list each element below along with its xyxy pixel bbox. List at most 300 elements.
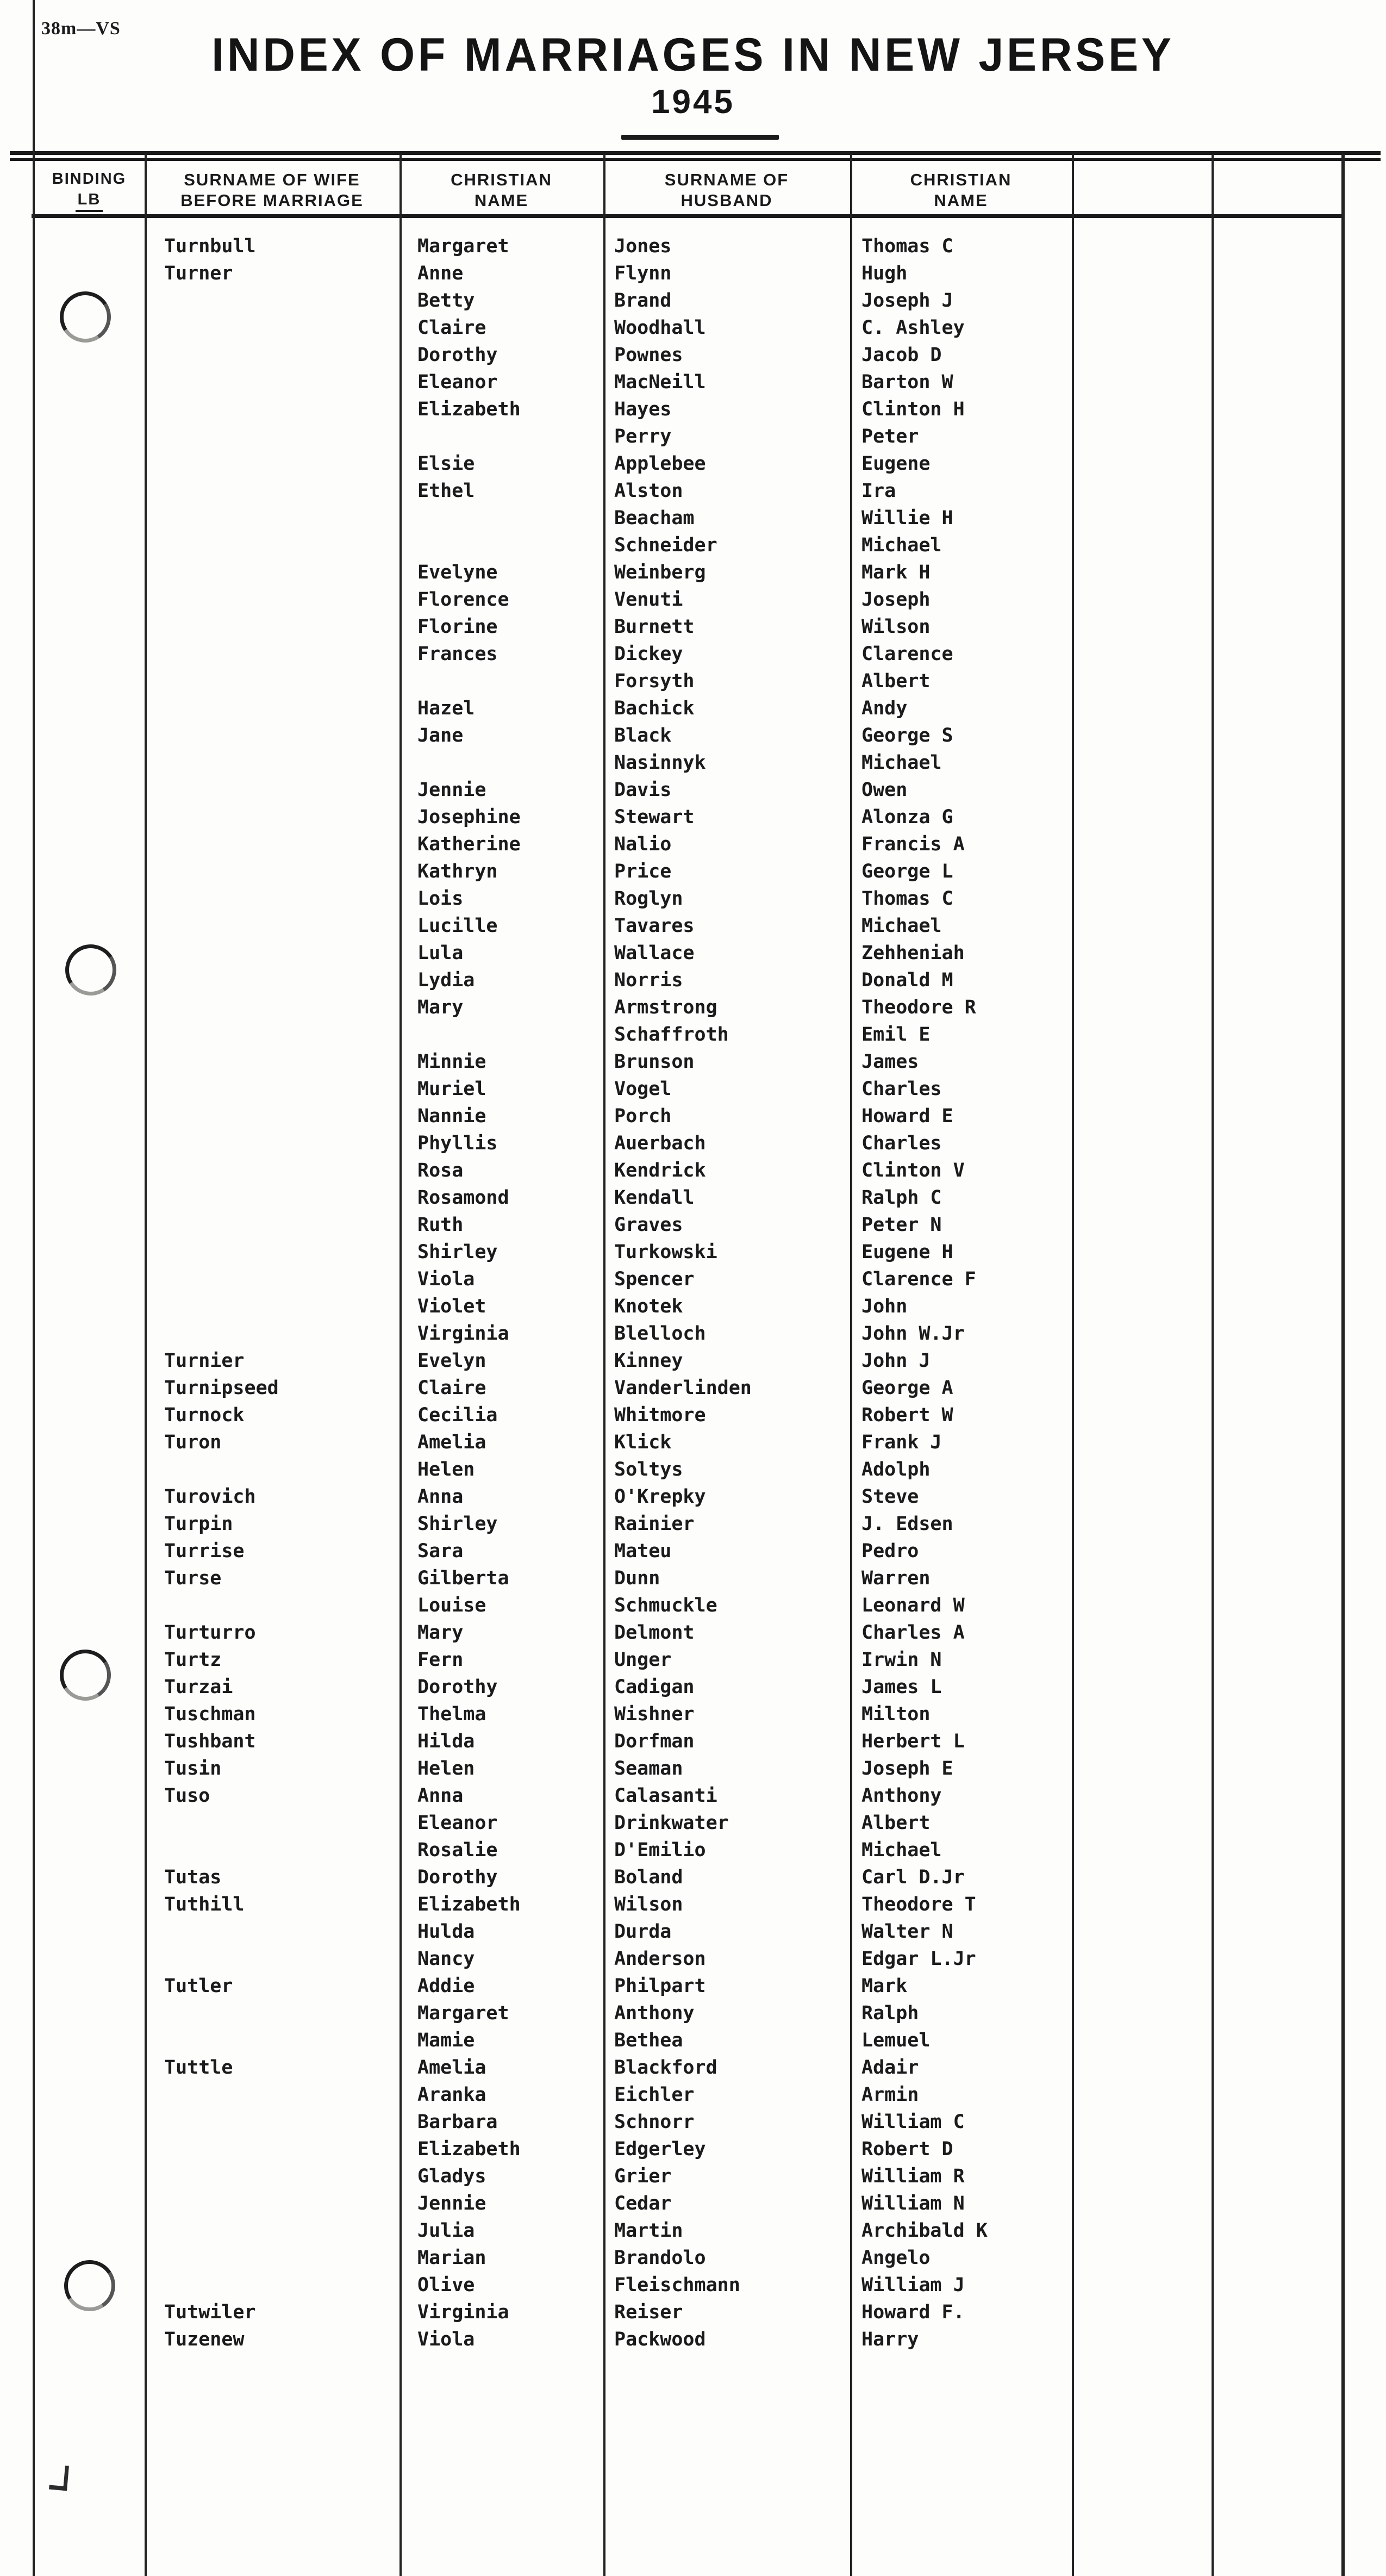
cell-husband-christian: George A (861, 1377, 953, 1399)
cell-husband-surname: Graves (614, 1214, 683, 1236)
cell-wife-surname: Turner (164, 263, 233, 284)
cell-wife-christian: Helen (417, 1459, 475, 1480)
cell-husband-surname: Knotek (614, 1296, 683, 1317)
header-wife-christian-line1: CHRISTIAN (451, 170, 552, 189)
table-row (0, 477, 1386, 505)
cell-wife-surname: Tuso (164, 1785, 210, 1807)
cell-wife-christian: Minnie (417, 1051, 486, 1073)
cell-husband-christian: Mark (861, 1975, 908, 1997)
cell-husband-christian: Howard E (861, 1105, 953, 1127)
cell-wife-christian: Betty (417, 290, 475, 312)
cell-husband-surname: Bachick (614, 698, 695, 719)
cell-husband-christian: Emil E (861, 1024, 931, 1046)
cell-wife-christian: Katherine (417, 833, 521, 855)
table-row (0, 2108, 1386, 2136)
cell-husband-surname: Kendrick (614, 1160, 706, 1181)
cell-husband-christian: Carl D.Jr (861, 1866, 965, 1888)
cell-husband-surname: Blackford (614, 2057, 717, 2079)
cell-husband-christian: Lemuel (861, 2030, 931, 2051)
cell-husband-surname: Philpart (614, 1975, 706, 1997)
cell-husband-surname: Nalio (614, 833, 672, 855)
header-wife-surname (147, 167, 397, 213)
cell-wife-christian: Nancy (417, 1948, 475, 1970)
cell-husband-christian: Michael (861, 534, 942, 556)
cell-wife-christian: Cecilia (417, 1404, 498, 1426)
table-row (0, 1103, 1386, 1130)
cell-husband-christian: Edgar L.Jr (861, 1948, 976, 1970)
table-row (0, 1021, 1386, 1048)
header-wife-christian (402, 167, 601, 213)
cell-husband-surname: MacNeill (614, 371, 706, 393)
cell-husband-christian: Francis A (861, 833, 965, 855)
table-row (0, 1755, 1386, 1782)
table-row (0, 1619, 1386, 1646)
cell-husband-surname: Fleischmann (614, 2274, 740, 2296)
cell-husband-christian: Zehheniah (861, 942, 965, 964)
table-row (0, 2244, 1386, 2272)
cell-husband-surname: Stewart (614, 806, 695, 828)
table-row (0, 1374, 1386, 1402)
cell-husband-surname: Grier (614, 2166, 672, 2187)
cell-husband-surname: Norris (614, 969, 683, 991)
cell-husband-christian: Hugh (861, 263, 908, 284)
table-row (0, 1510, 1386, 1538)
cell-wife-surname: Tuttle (164, 2057, 233, 2079)
cell-wife-christian: Aranka (417, 2084, 486, 2106)
table-row (0, 939, 1386, 967)
cell-wife-christian: Rosalie (417, 1839, 498, 1861)
cell-wife-christian: Julia (417, 2220, 475, 2242)
cell-husband-surname: Klick (614, 1432, 672, 1453)
cell-husband-surname: Seaman (614, 1758, 683, 1779)
cell-husband-surname: Perry (614, 426, 672, 447)
cell-wife-christian: Mary (417, 997, 464, 1018)
cell-wife-christian: Lois (417, 888, 464, 910)
cell-wife-christian: Helen (417, 1758, 475, 1779)
cell-husband-surname: Burnett (614, 616, 695, 638)
cell-husband-christian: Thomas C (861, 888, 953, 910)
cell-husband-surname: Schaffroth (614, 1024, 729, 1046)
table-row (0, 749, 1386, 776)
cell-husband-surname: Woodhall (614, 317, 706, 339)
cell-husband-surname: Brand (614, 290, 672, 312)
cell-husband-christian: Adair (861, 2057, 919, 2079)
cell-wife-christian: Gladys (417, 2166, 486, 2187)
table-row (0, 885, 1386, 912)
table-row (0, 1728, 1386, 1755)
cell-wife-christian: Anne (417, 263, 464, 284)
cell-husband-surname: Cedar (614, 2193, 672, 2214)
cell-husband-christian: William C (861, 2111, 965, 2133)
cell-wife-surname: Tuschman (164, 1703, 256, 1725)
cell-husband-surname: Spencer (614, 1268, 695, 1290)
header-husband-surname-line1: SURNAME OF (664, 170, 789, 189)
cell-husband-christian: Charles (861, 1078, 942, 1100)
cell-husband-christian: Eugene H (861, 1241, 953, 1263)
cell-husband-christian: Herbert L (861, 1731, 965, 1752)
cell-wife-christian: Josephine (417, 806, 521, 828)
table-row (0, 994, 1386, 1021)
cell-husband-christian: Wilson (861, 616, 931, 638)
table-row (0, 2217, 1386, 2244)
header-wife-christian-line2: NAME (474, 191, 529, 210)
cell-husband-christian: George S (861, 725, 953, 746)
cell-husband-christian: Clarence F (861, 1268, 976, 1290)
cell-wife-christian: Barbara (417, 2111, 498, 2133)
cell-husband-surname: Turkowski (614, 1241, 717, 1263)
cell-husband-christian: Alonza G (861, 806, 953, 828)
cell-husband-christian: Thomas C (861, 235, 953, 257)
cell-husband-christian: Joseph (861, 589, 931, 611)
cell-wife-christian: Hulda (417, 1921, 475, 1943)
cell-husband-surname: Anderson (614, 1948, 706, 1970)
cell-wife-christian: Mamie (417, 2030, 475, 2051)
table-row (0, 1891, 1386, 1918)
cell-wife-surname: Turpin (164, 1513, 233, 1535)
table-row (0, 804, 1386, 831)
table-row (0, 2190, 1386, 2217)
cell-wife-christian: Gilberta (417, 1567, 509, 1589)
table-row (0, 2163, 1386, 2190)
table-row (0, 912, 1386, 939)
cell-husband-christian: Milton (861, 1703, 931, 1725)
cell-wife-christian: Viola (417, 1268, 475, 1290)
cell-husband-surname: Flynn (614, 263, 672, 284)
table-row (0, 722, 1386, 749)
cell-wife-surname: Turrise (164, 1540, 245, 1562)
cell-wife-christian: Muriel (417, 1078, 486, 1100)
cell-wife-christian: Virginia (417, 1323, 509, 1345)
cell-husband-surname: Packwood (614, 2329, 706, 2350)
cell-husband-christian: Owen (861, 779, 908, 801)
cell-husband-surname: Martin (614, 2220, 683, 2242)
cell-wife-christian: Fern (417, 1649, 464, 1671)
table-row (0, 532, 1386, 559)
table-row (0, 1483, 1386, 1510)
cell-husband-surname: Mateu (614, 1540, 672, 1562)
cell-husband-surname: Nasinnyk (614, 752, 706, 774)
cell-husband-christian: Theodore T (861, 1894, 976, 1915)
cell-wife-christian: Viola (417, 2329, 475, 2350)
table-row (0, 2054, 1386, 2081)
cell-wife-christian: Elsie (417, 453, 475, 475)
cell-wife-christian: Claire (417, 317, 486, 339)
cell-husband-surname: Alston (614, 480, 683, 502)
cell-wife-christian: Olive (417, 2274, 475, 2296)
cell-husband-christian: Charles (861, 1133, 942, 1154)
table-row (0, 858, 1386, 885)
cell-husband-surname: Anthony (614, 2002, 695, 2024)
table-row (0, 287, 1386, 314)
cell-husband-christian: Ira (861, 480, 896, 502)
cell-husband-christian: Frank J (861, 1432, 942, 1453)
cell-husband-christian: Angelo (861, 2247, 931, 2269)
cell-husband-surname: Forsyth (614, 670, 695, 692)
cell-husband-surname: Venuti (614, 589, 683, 611)
table-row (0, 1184, 1386, 1211)
table-row (0, 1048, 1386, 1075)
cell-husband-christian: Jacob D (861, 344, 942, 366)
cell-wife-surname: Turzai (164, 1676, 233, 1698)
cell-husband-christian: Joseph E (861, 1758, 953, 1779)
cell-wife-christian: Sara (417, 1540, 464, 1562)
cell-husband-christian: C. Ashley (861, 317, 965, 339)
cell-wife-christian: Phyllis (417, 1133, 498, 1154)
table-row (0, 2081, 1386, 2108)
cell-wife-christian: Ethel (417, 480, 475, 502)
table-row (0, 1075, 1386, 1103)
table-top-rule (10, 151, 1381, 155)
table-row (0, 1918, 1386, 1945)
header-husband-christian-line2: NAME (934, 191, 988, 210)
cell-wife-christian: Rosa (417, 1160, 464, 1181)
table-row (0, 613, 1386, 640)
cell-husband-surname: Wilson (614, 1894, 683, 1915)
cell-husband-surname: Durda (614, 1921, 672, 1943)
cell-husband-surname: Delmont (614, 1622, 695, 1644)
cell-husband-surname: Davis (614, 779, 672, 801)
table-row (0, 341, 1386, 369)
cell-wife-christian: Jane (417, 725, 464, 746)
cell-wife-christian: Hilda (417, 1731, 475, 1752)
table-row (0, 233, 1386, 260)
cell-husband-christian: Andy (861, 698, 908, 719)
cell-husband-christian: George L (861, 861, 953, 882)
table-row (0, 423, 1386, 450)
cell-wife-christian: Florine (417, 616, 498, 638)
cell-wife-surname: Tuthill (164, 1894, 245, 1915)
cell-husband-christian: John J (861, 1350, 931, 1372)
table-row (0, 1809, 1386, 1837)
table-row (0, 505, 1386, 532)
cell-wife-christian: Lucille (417, 915, 498, 937)
cell-husband-christian: William J (861, 2274, 965, 2296)
cell-husband-christian: Howard F. (861, 2301, 965, 2323)
cell-husband-christian: Michael (861, 1839, 942, 1861)
cell-husband-christian: Albert (861, 1812, 931, 1834)
cell-husband-christian: Theodore R (861, 997, 976, 1018)
ink-artifact (49, 2465, 69, 2491)
table-row (0, 1266, 1386, 1293)
cell-husband-christian: Barton W (861, 371, 953, 393)
table-row (0, 314, 1386, 341)
table-row (0, 260, 1386, 287)
cell-husband-christian: Michael (861, 915, 942, 937)
cell-husband-surname: D'Emilio (614, 1839, 706, 1861)
table-row (0, 396, 1386, 423)
cell-wife-surname: Tutwiler (164, 2301, 256, 2323)
cell-husband-surname: Weinberg (614, 562, 706, 583)
table-row (0, 1320, 1386, 1347)
table-row (0, 1293, 1386, 1320)
header-wife-surname-line1: SURNAME OF WIFE (184, 170, 360, 189)
cell-wife-surname: Turturro (164, 1622, 256, 1644)
cell-husband-christian: Archibald K (861, 2220, 988, 2242)
cell-wife-surname: Turnbull (164, 235, 256, 257)
table-row (0, 450, 1386, 477)
cell-husband-surname: O'Krepky (614, 1486, 706, 1508)
page-title: INDEX OF MARRIAGES IN NEW JERSEY (211, 29, 1175, 81)
cell-husband-christian: Donald M (861, 969, 953, 991)
cell-husband-christian: James L (861, 1676, 942, 1698)
table-row (0, 1973, 1386, 2000)
cell-wife-surname: Tushbant (164, 1731, 256, 1752)
table-row (0, 1456, 1386, 1483)
table-row (0, 1130, 1386, 1157)
cell-husband-surname: Dorfman (614, 1731, 695, 1752)
cell-husband-christian: Adolph (861, 1459, 931, 1480)
cell-husband-christian: Michael (861, 752, 942, 774)
table-row (0, 2027, 1386, 2054)
cell-wife-surname: Turtz (164, 1649, 222, 1671)
cell-wife-surname: Tusin (164, 1758, 222, 1779)
cell-husband-christian: William R (861, 2166, 965, 2187)
year-underline (621, 135, 779, 140)
header-bottom-rule (32, 214, 1344, 218)
cell-husband-christian: Willie H (861, 507, 953, 529)
cell-wife-christian: Anna (417, 1785, 464, 1807)
table-row (0, 1837, 1386, 1864)
cell-husband-christian: Armin (861, 2084, 919, 2106)
cell-husband-christian: Harry (861, 2329, 919, 2350)
cell-husband-surname: Tavares (614, 915, 695, 937)
cell-husband-surname: Porch (614, 1105, 672, 1127)
cell-husband-christian: William N (861, 2193, 965, 2214)
cell-husband-surname: Reiser (614, 2301, 683, 2323)
cell-wife-christian: Amelia (417, 2057, 486, 2079)
header-husband-christian-line1: CHRISTIAN (910, 170, 1012, 189)
cell-wife-christian: Margaret (417, 235, 509, 257)
table-row (0, 967, 1386, 994)
table-row (0, 1782, 1386, 1809)
cell-husband-surname: Eichler (614, 2084, 695, 2106)
cell-wife-surname: Turse (164, 1567, 222, 1589)
cell-husband-christian: Clinton H (861, 399, 965, 420)
cell-husband-surname: Brunson (614, 1051, 695, 1073)
cell-wife-christian: Lula (417, 942, 464, 964)
cell-husband-surname: Brandolo (614, 2247, 706, 2269)
table-row (0, 1646, 1386, 1673)
page-year: 1945 (651, 83, 735, 121)
cell-wife-christian: Violet (417, 1296, 486, 1317)
cell-wife-christian: Anna (417, 1486, 464, 1508)
cell-husband-surname: Bethea (614, 2030, 683, 2051)
table-row (0, 1945, 1386, 1973)
cell-husband-christian: Leonard W (861, 1595, 965, 1616)
cell-husband-surname: Roglyn (614, 888, 683, 910)
cell-wife-surname: Tutas (164, 1866, 222, 1888)
header-binding-line2: LB (76, 189, 103, 212)
cell-husband-christian: Clarence (861, 643, 953, 665)
cell-husband-surname: Hayes (614, 399, 672, 420)
cell-husband-surname: Beacham (614, 507, 695, 529)
table-row (0, 1347, 1386, 1374)
header-binding-line1: BINDING (52, 170, 127, 188)
cell-wife-christian: Marian (417, 2247, 486, 2269)
cell-husband-christian: Ralph (861, 2002, 919, 2024)
cell-wife-christian: Mary (417, 1622, 464, 1644)
cell-husband-surname: Calasanti (614, 1785, 717, 1807)
cell-husband-christian: Mark H (861, 562, 931, 583)
cell-wife-christian: Margaret (417, 2002, 509, 2024)
cell-wife-surname: Turnipseed (164, 1377, 279, 1399)
header-binding (35, 167, 143, 213)
table-row (0, 2299, 1386, 2326)
cell-wife-christian: Shirley (417, 1513, 498, 1535)
cell-husband-surname: Drinkwater (614, 1812, 729, 1834)
cell-wife-christian: Amelia (417, 1432, 486, 1453)
cell-wife-surname: Turon (164, 1432, 222, 1453)
cell-wife-surname: Tutler (164, 1975, 233, 1997)
cell-husband-christian: Ralph C (861, 1187, 942, 1209)
cell-husband-christian: Irwin N (861, 1649, 942, 1671)
cell-husband-surname: Black (614, 725, 672, 746)
cell-wife-christian: Nannie (417, 1105, 486, 1127)
cell-husband-christian: Robert W (861, 1404, 953, 1426)
table-row (0, 1239, 1386, 1266)
table-row (0, 640, 1386, 668)
header-husband-christian (852, 167, 1070, 213)
cell-wife-christian: Frances (417, 643, 498, 665)
table-row (0, 1211, 1386, 1239)
cell-husband-surname: Boland (614, 1866, 683, 1888)
cell-wife-christian: Jennie (417, 779, 486, 801)
cell-husband-christian: Walter N (861, 1921, 953, 1943)
cell-wife-christian: Claire (417, 1377, 486, 1399)
cell-husband-christian: John W.Jr (861, 1323, 965, 1345)
table-row (0, 586, 1386, 613)
table-row (0, 2272, 1386, 2299)
cell-wife-surname: Turnock (164, 1404, 245, 1426)
cell-husband-christian: J. Edsen (861, 1513, 953, 1535)
table-row (0, 1565, 1386, 1592)
cell-husband-surname: Wallace (614, 942, 695, 964)
table-row (0, 831, 1386, 858)
cell-husband-christian: Peter (861, 426, 919, 447)
cell-husband-surname: Rainier (614, 1513, 695, 1535)
cell-husband-surname: Blelloch (614, 1323, 706, 1345)
table-row (0, 695, 1386, 722)
cell-husband-christian: Peter N (861, 1214, 942, 1236)
cell-husband-surname: Schnorr (614, 2111, 695, 2133)
cell-husband-surname: Jones (614, 235, 672, 257)
cell-wife-christian: Dorothy (417, 344, 498, 366)
cell-wife-christian: Thelma (417, 1703, 486, 1725)
cell-husband-surname: Kinney (614, 1350, 683, 1372)
cell-husband-surname: Whitmore (614, 1404, 706, 1426)
header-wife-surname-line2: BEFORE MARRIAGE (180, 191, 364, 210)
cell-husband-surname: Schneider (614, 534, 717, 556)
cell-wife-christian: Eleanor (417, 1812, 498, 1834)
cell-wife-christian: Hazel (417, 698, 475, 719)
cell-wife-christian: Florence (417, 589, 509, 611)
cell-husband-surname: Dickey (614, 643, 683, 665)
cell-husband-christian: Robert D (861, 2138, 953, 2160)
cell-wife-christian: Evelyne (417, 562, 498, 583)
cell-husband-surname: Kendall (614, 1187, 695, 1209)
cell-wife-surname: Turnier (164, 1350, 245, 1372)
table-row (0, 2000, 1386, 2027)
cell-wife-christian: Elizabeth (417, 2138, 521, 2160)
cell-wife-christian: Louise (417, 1595, 486, 1616)
cell-wife-surname: Tuzenew (164, 2329, 245, 2350)
cell-husband-christian: Warren (861, 1567, 931, 1589)
cell-husband-christian: Joseph J (861, 290, 953, 312)
table-row (0, 1402, 1386, 1429)
cell-husband-christian: Eugene (861, 453, 931, 475)
header-husband-surname-line2: HUSBAND (680, 191, 773, 210)
cell-wife-christian: Kathryn (417, 861, 498, 882)
